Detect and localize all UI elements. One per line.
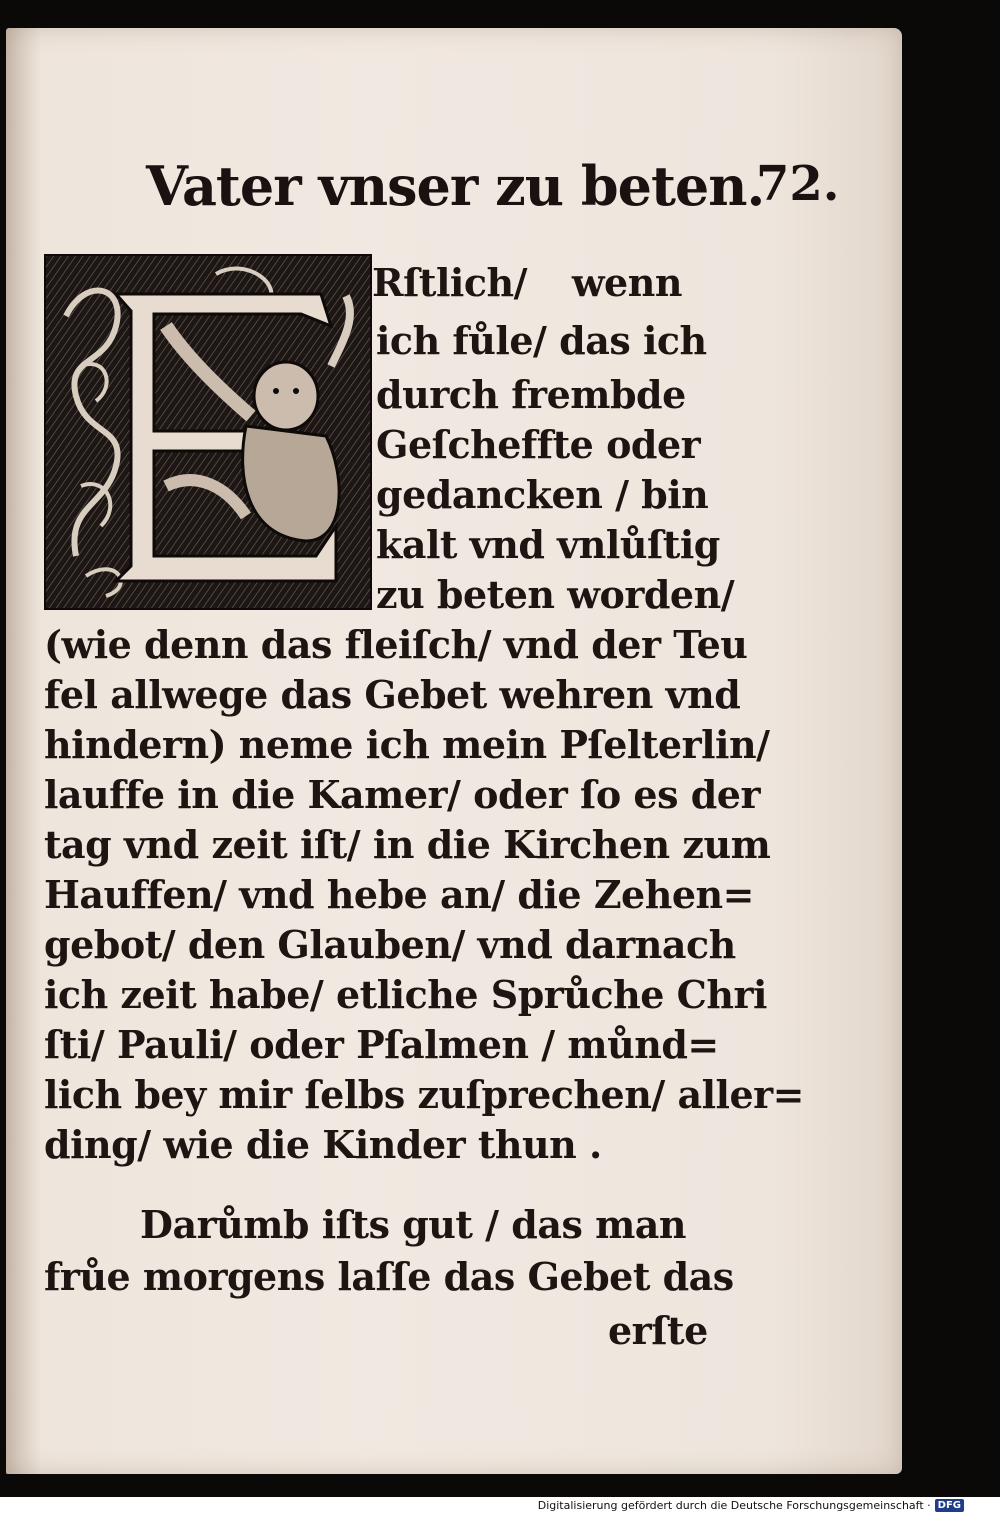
text-line: ding/ wie die Kinder thun . xyxy=(44,1122,602,1167)
text-line: tag vnd zeit iſt/ in die Kirchen zum xyxy=(44,822,771,867)
text-line: Rſtlich/ wenn xyxy=(372,260,682,305)
text-line: Hauffen/ vnd hebe an/ die Zehen= xyxy=(44,872,755,917)
footer-text: Digitalisierung gefördert durch die Deutsche Forschungsgemeinschaft · xyxy=(537,1499,931,1512)
text-line: Geſcheffte oder xyxy=(376,422,701,467)
text-line: fel allwege das Gebet wehren vnd xyxy=(44,672,741,717)
running-head: Vater vnser zu beten. xyxy=(146,154,765,218)
text-line: ich zeit habe/ etliche Sprůche Chri xyxy=(44,972,767,1017)
text-line: Darůmb iſts gut / das man xyxy=(140,1202,687,1247)
catchword: erſte xyxy=(608,1308,708,1353)
dfg-logo-icon: DFG xyxy=(935,1499,964,1512)
text-line: zu beten worden/ xyxy=(376,572,735,617)
text-line: ſti/ Pauli/ oder Pſalmen / můnd= xyxy=(44,1022,719,1067)
text-line: gedancken / bin xyxy=(376,472,709,517)
text-line: lauffe in die Kamer/ oder ſo es der xyxy=(44,772,760,817)
book-page xyxy=(6,28,902,1474)
text-line: ich fůle/ das ich xyxy=(376,318,707,363)
funding-footer xyxy=(538,1499,964,1512)
text-line: lich bey mir ſelbs zuſprechen/ aller= xyxy=(44,1072,804,1117)
text-line: (wie denn das fleiſch/ vnd der Teu xyxy=(44,622,748,667)
page-number: 72. xyxy=(756,156,840,212)
text-line: gebot/ den Glauben/ vnd darnach xyxy=(44,922,736,967)
text-line: hindern) neme ich mein Pſelterlin/ xyxy=(44,722,770,767)
text-line: durch frembde xyxy=(376,372,686,417)
text-line: kalt vnd vnlůſtig xyxy=(376,522,720,567)
text-line: frůe morgens laſſe das Gebet das xyxy=(44,1254,734,1299)
decorated-initial-e-woodcut xyxy=(44,254,372,610)
